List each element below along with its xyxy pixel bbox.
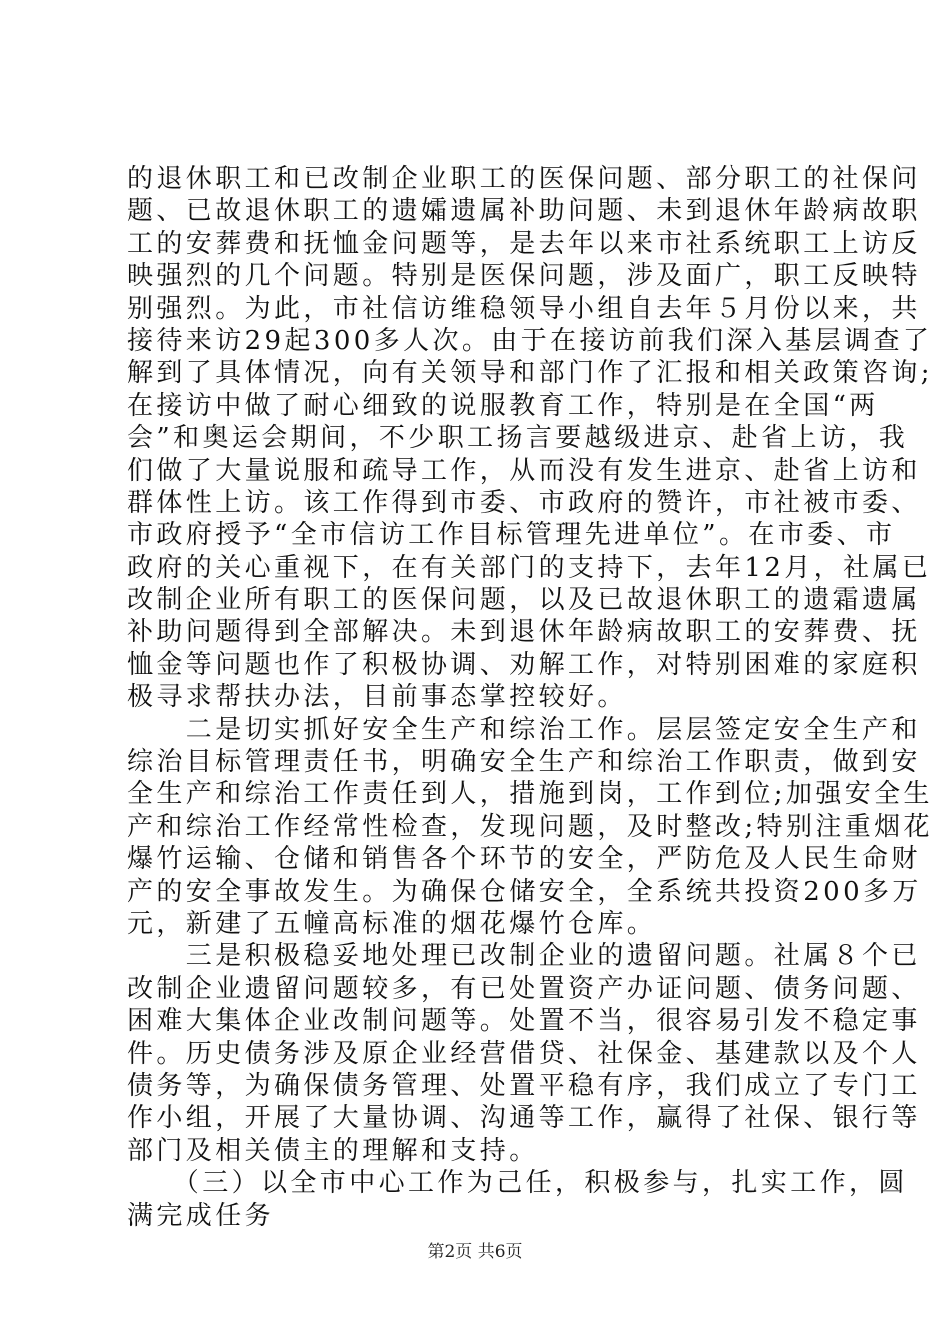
text-line: 部门及相关债主的理解和支持。 xyxy=(127,1135,539,1166)
text-line: 别强烈。为此，市社信访维稳领导小组自去年５月份以来，共 xyxy=(127,293,921,324)
text-line: 满完成任务 xyxy=(127,1200,275,1231)
text-line: 们做了大量说服和疏导工作，从而没有发生进京、赴省上访和 xyxy=(127,455,921,486)
text-line: 困难大集体企业改制问题等。处置不当，很容易引发不稳定事 xyxy=(127,1006,921,1037)
text-line: 爆竹运输、仓储和销售各个环节的安全，严防危及人民生命财 xyxy=(127,844,921,875)
text-line: 元，新建了五幢高标准的烟花爆竹仓库。 xyxy=(127,908,657,939)
text-line: 件。历史债务涉及原企业经营借贷、社保金、基建款以及个人 xyxy=(127,1038,921,1069)
text-line: 在接访中做了耐心细致的说服教育工作，特别是在全国“两 xyxy=(127,390,879,421)
text-line: 工的安葬费和抚恤金问题等，是去年以来市社系统职工上访反 xyxy=(127,228,921,259)
page-number-footer: 第2页 共6页 xyxy=(427,1242,523,1262)
text-line: 三是积极稳妥地处理已改制企业的遗留问题。社属８个已 xyxy=(127,941,921,972)
text-line: 综治目标管理责任书，明确安全生产和综治工作职责，做到安 xyxy=(127,747,921,778)
text-line: （三）以全市中心工作为己任，积极参与，扎实工作，圆 xyxy=(127,1168,908,1199)
text-line: 接待来访29起300多人次。由于在接访前我们深入基层调查了 xyxy=(127,325,933,356)
text-line: 产的安全事故发生。为确保仓储安全，全系统共投资200多万 xyxy=(127,876,922,907)
text-line: 全生产和综治工作责任到人，措施到岗，工作到位;加强安全生 xyxy=(127,779,933,810)
text-line: 改制企业遗留问题较多，有已处置资产办证问题、债务问题、 xyxy=(127,973,921,1004)
text-line: 补助问题得到全部解决。未到退休年龄病故职工的安葬费、抚 xyxy=(127,617,921,648)
text-line: 恤金等问题也作了积极协调、劝解工作，对特别困难的家庭积 xyxy=(127,649,921,680)
text-line: 极寻求帮扶办法，目前事态掌控较好。 xyxy=(127,682,627,713)
text-line: 映强烈的几个问题。特别是医保问题，涉及面广，职工反映特 xyxy=(127,261,921,292)
text-line: 会”和奥运会期间，不少职工扬言要越级进京、赴省上访，我 xyxy=(127,423,909,454)
text-line: 产和综治工作经常性检查，发现问题，及时整改;特别注重烟花 xyxy=(127,811,933,842)
text-line: 市政府授予“全市信访工作目标管理先进单位”。在市委、市 xyxy=(127,520,896,551)
body-text xyxy=(127,163,933,1232)
text-line: 题、已故退休职工的遗孀遗属补助问题、未到退休年龄病故职 xyxy=(127,196,921,227)
text-line: 政府的关心重视下，在有关部门的支持下，去年12月，社属已 xyxy=(127,552,932,583)
text-line: 作小组，开展了大量协调、沟通等工作，赢得了社保、银行等 xyxy=(127,1103,921,1134)
text-line: 改制企业所有职工的医保问题，以及已故退休职工的遗霜遗属 xyxy=(127,585,921,616)
text-line: 的退休职工和已改制企业职工的医保问题、部分职工的社保问 xyxy=(127,164,921,194)
text-line: 解到了具体情况，向有关领导和部门作了汇报和相关政策咨询; xyxy=(127,358,933,389)
text-line: 群体性上访。该工作得到市委、市政府的赞许，市社被市委、 xyxy=(127,487,921,518)
text-line: 二是切实抓好安全生产和综治工作。层层签定安全生产和 xyxy=(127,714,921,745)
text-line: 债务等，为确保债务管理、处置平稳有序，我们成立了专门工 xyxy=(127,1070,921,1101)
